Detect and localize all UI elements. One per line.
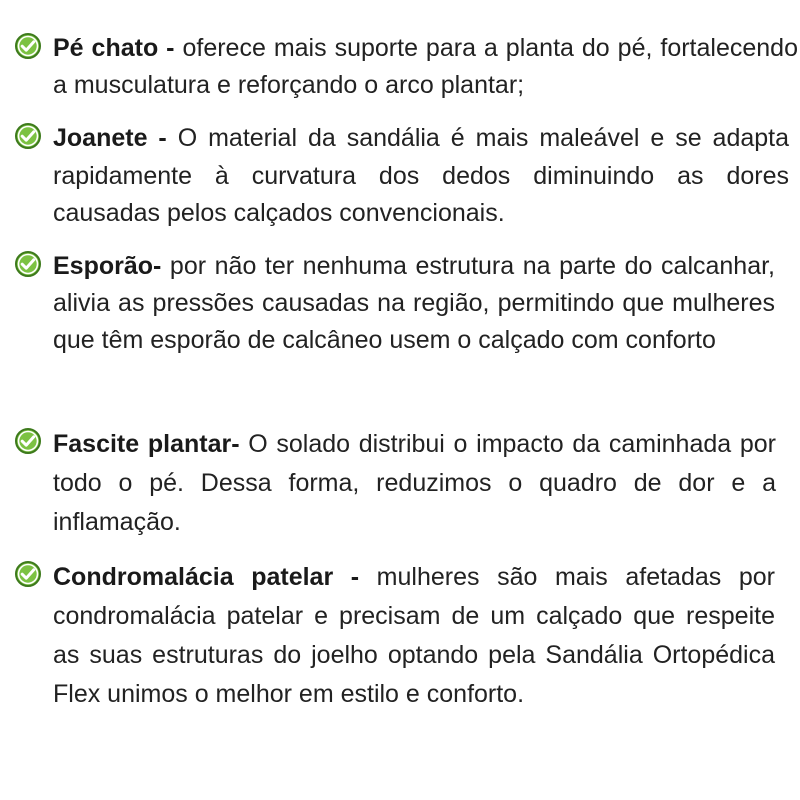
check-circle-icon: [14, 32, 42, 60]
check-circle-icon: [14, 427, 42, 455]
benefit-body: oferece mais suporte para a planta do pé, fortalecendo a musculatura e reforçando o arco plantar;: [53, 34, 798, 99]
check-circle-icon: [14, 122, 42, 150]
benefit-body: O solado distribui o impacto da caminhada por todo o pé. Dessa forma, reduzimos o quadro de dor e a inflamação.: [53, 430, 776, 536]
benefit-text: [53, 248, 775, 359]
benefit-title: Esporão-: [53, 252, 162, 280]
benefit-body: mulheres são mais afetadas por condromalácia patelar e precisam de um calçado que respeite as suas estruturas do joelho optando pela Sandália Ortopédica Flex unimos o melhor em estilo e conforto.: [53, 563, 775, 708]
benefit-body: por não ter nenhuma estrutura na parte do calcanhar, alivia as pressões causadas na região, permitindo que mulheres que têm esporão de calcâneo usem o calçado com conforto: [53, 252, 775, 354]
benefit-title: Pé chato -: [53, 34, 175, 62]
benefit-title: Joanete -: [53, 124, 167, 152]
benefit-text: [53, 558, 775, 714]
benefit-body: O material da sandália é mais maleável e se adapta rapidamente à curvatura dos dedos diminuindo as dores causadas pelos calçados convencionais.: [53, 124, 790, 227]
benefit-text: [53, 30, 798, 104]
check-circle-icon: [14, 560, 42, 588]
benefit-title: Fascite plantar-: [53, 430, 240, 458]
benefit-text: [53, 120, 789, 233]
check-circle-icon: [14, 250, 42, 278]
benefit-title: Condromalácia patelar -: [53, 563, 360, 591]
benefit-text: [53, 425, 776, 542]
